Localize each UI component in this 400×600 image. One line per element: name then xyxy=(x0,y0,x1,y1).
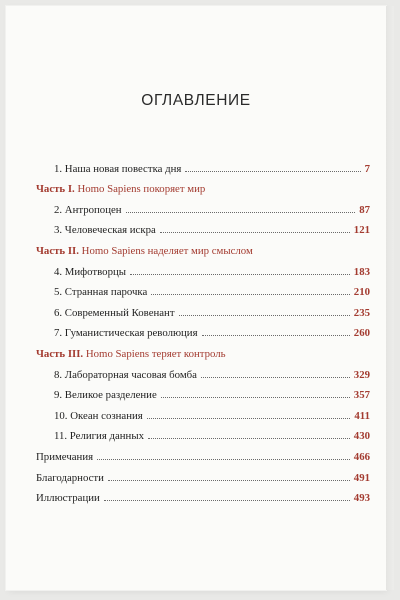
toc-entry-page: 210 xyxy=(353,286,370,299)
toc-leader-dots xyxy=(148,437,350,439)
toc-entry-label: Иллюстрации xyxy=(36,492,100,505)
toc-entry-chapter-3[interactable] xyxy=(36,216,370,237)
toc-entry-chapter-2[interactable] xyxy=(36,195,370,216)
toc-entry-chapter-8[interactable] xyxy=(36,360,370,381)
toc-entry-page: 7 xyxy=(364,162,370,175)
toc-entry-page: 491 xyxy=(353,471,370,484)
toc-leader-dots xyxy=(161,396,350,398)
toc-entry-chapter-9[interactable] xyxy=(36,381,370,402)
toc-entry-notes[interactable] xyxy=(36,442,370,463)
toc-entry-label: 6. Современный Ковенант xyxy=(36,307,177,319)
toc-entry-label: 8. Лабораторная часовая бомба xyxy=(36,369,199,381)
toc-part-title: Homo Sapiens наделяет мир смыслом xyxy=(81,244,253,257)
toc-entry-page: 493 xyxy=(353,492,370,505)
toc-leader-dots xyxy=(104,499,350,501)
toc-part-3[interactable] xyxy=(36,339,370,360)
toc-leader-dots xyxy=(147,417,351,419)
toc-leader-dots xyxy=(201,376,350,378)
toc-title: ОГЛАВЛЕНИЕ xyxy=(141,92,251,109)
toc-entry-chapter-4[interactable] xyxy=(36,257,370,278)
toc-entry-page: 183 xyxy=(353,265,370,278)
toc-part-1[interactable] xyxy=(36,175,370,196)
toc-part-title: Homo Sapiens покоряет мир xyxy=(77,183,206,196)
toc-entry-page: 87 xyxy=(359,203,370,216)
toc-leader-dots xyxy=(160,231,350,233)
toc-entry-page: 411 xyxy=(354,409,370,422)
toc-entry-illustrations[interactable] xyxy=(36,484,370,505)
toc-entry-label: 1. Наша новая повестка дня xyxy=(36,163,183,175)
toc-entry-acknowledgements[interactable] xyxy=(36,463,370,484)
toc-entry-label: 9. Великое разделение xyxy=(36,389,159,401)
toc-entry-label: Благодарности xyxy=(36,471,104,484)
toc-part-number: Часть III. xyxy=(36,347,84,360)
toc-part-label xyxy=(36,348,228,360)
toc-entry-label: 10. Океан сознания xyxy=(36,410,145,422)
toc-leader-dots xyxy=(130,273,350,275)
table-of-contents xyxy=(36,154,370,504)
toc-entry-label: 2. Антропоцен xyxy=(36,204,124,216)
toc-entry-label: 5. Странная парочка xyxy=(36,286,149,298)
toc-part-2[interactable] xyxy=(36,236,370,257)
toc-entry-chapter-11[interactable] xyxy=(36,422,370,443)
toc-leader-dots xyxy=(202,334,350,336)
toc-entry-page: 329 xyxy=(353,368,370,381)
toc-leader-dots xyxy=(97,458,350,460)
toc-leader-dots xyxy=(185,170,360,172)
toc-entry-page: 430 xyxy=(353,430,370,443)
toc-part-label xyxy=(36,183,207,195)
toc-part-label xyxy=(36,245,255,257)
toc-entry-chapter-10[interactable] xyxy=(36,401,370,422)
toc-leader-dots xyxy=(151,293,349,295)
toc-entry-page: 121 xyxy=(353,224,370,237)
toc-entry-chapter-6[interactable] xyxy=(36,298,370,319)
toc-entry-page: 357 xyxy=(353,389,370,402)
toc-entry-label: 4. Мифотворцы xyxy=(36,266,128,278)
toc-entry-label: 3. Человеческая искра xyxy=(36,224,158,236)
toc-entry-label: Примечания xyxy=(36,450,94,463)
toc-entry-page: 466 xyxy=(353,450,370,463)
toc-part-title: Homo Sapiens теряет контроль xyxy=(85,347,226,360)
toc-entry-chapter-1[interactable] xyxy=(36,154,370,175)
toc-leader-dots xyxy=(179,314,350,316)
toc-part-number: Часть I. xyxy=(36,183,75,196)
toc-part-number: Часть II. xyxy=(36,244,79,257)
book-page xyxy=(6,6,386,590)
toc-entry-chapter-5[interactable] xyxy=(36,278,370,299)
toc-entry-page: 260 xyxy=(353,327,370,340)
toc-entry-label: 11. Религия данных xyxy=(36,430,146,442)
toc-leader-dots xyxy=(126,211,356,213)
toc-entry-page: 235 xyxy=(353,306,370,319)
toc-leader-dots xyxy=(108,479,350,481)
toc-entry-label: 7. Гуманистическая революция xyxy=(36,327,200,339)
toc-entry-chapter-7[interactable] xyxy=(36,319,370,340)
